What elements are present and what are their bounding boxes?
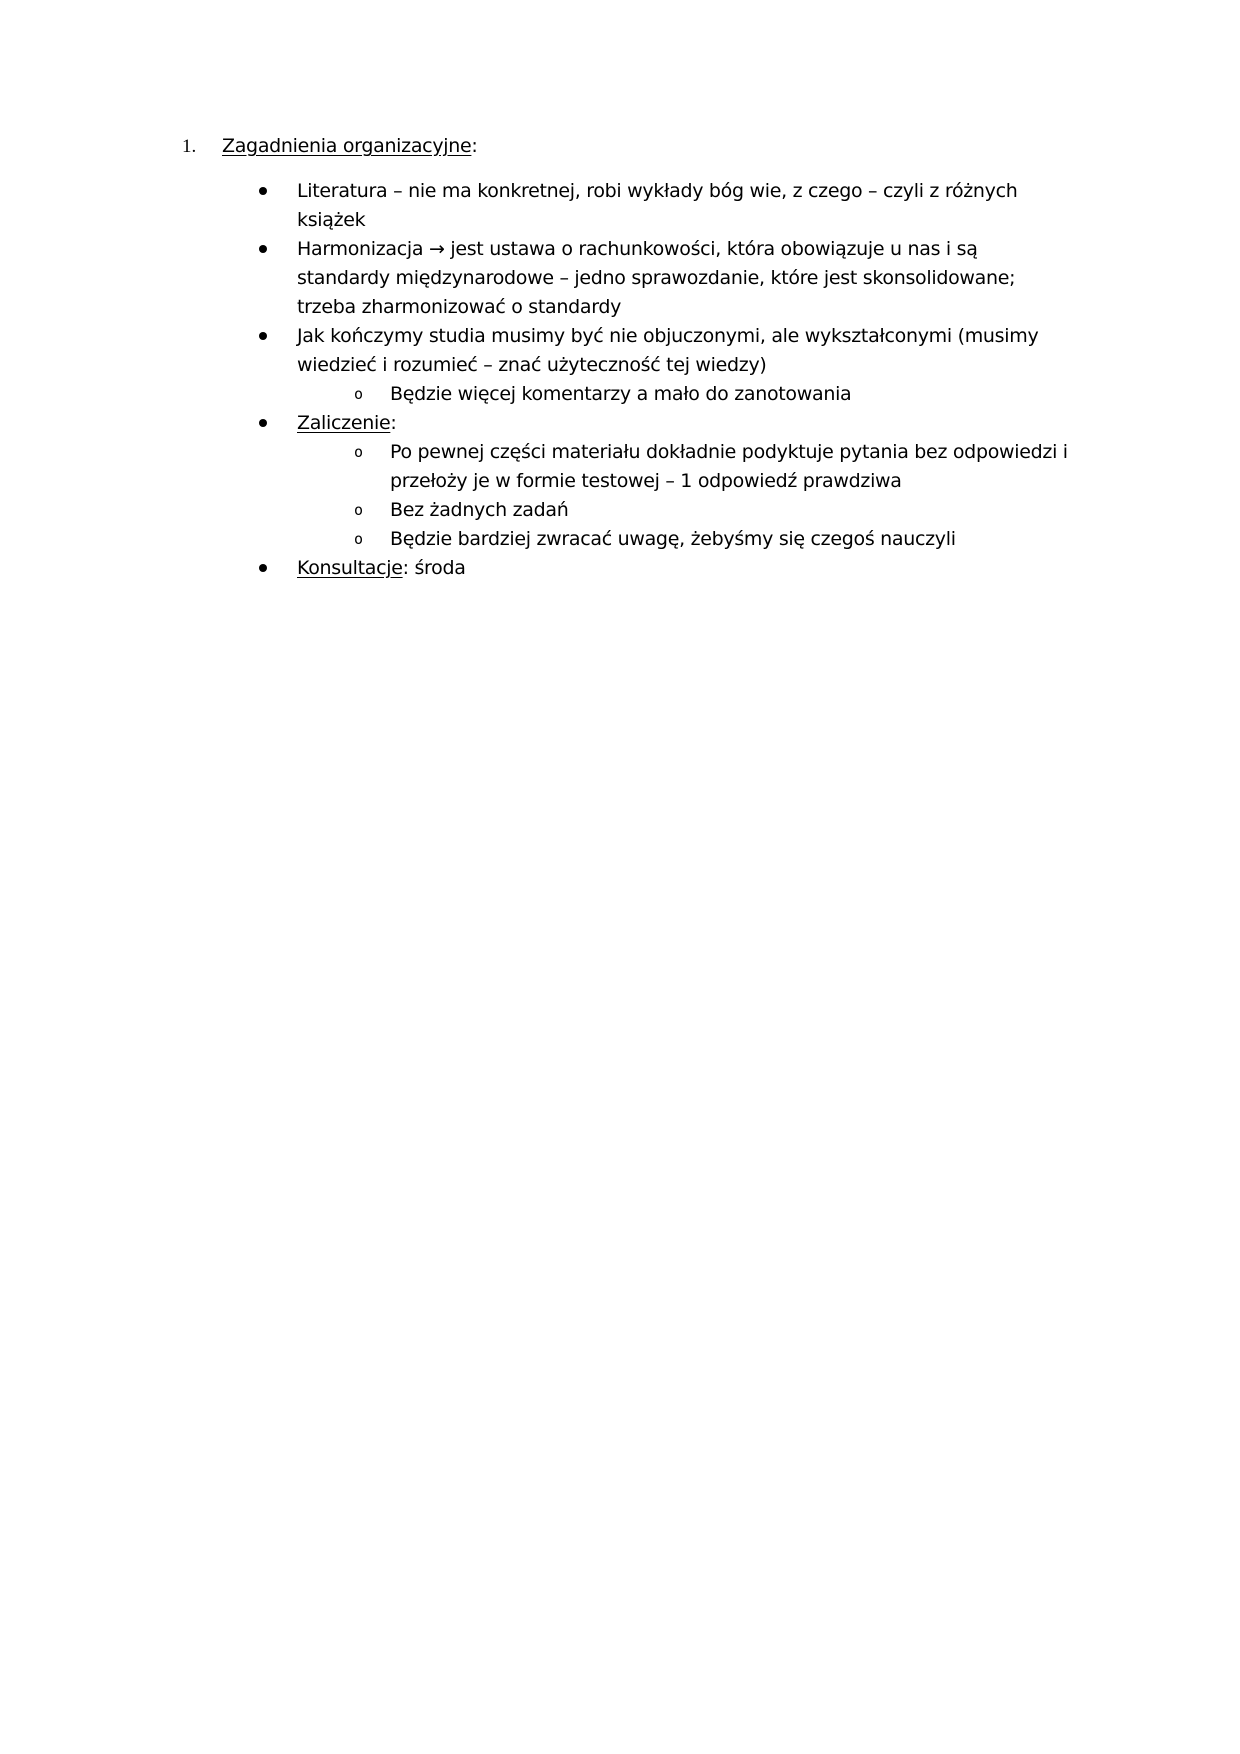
list-item-studia-line-1: Jak kończymy studia musimy być nie objuczonymi, ale wykształconymi (musimy <box>297 325 1039 347</box>
sub-bullet-icon: o <box>354 443 364 461</box>
section-heading-title: Zagadnienia organizacyjne <box>222 135 472 157</box>
list-item-konsultacje <box>297 554 466 583</box>
section-heading-colon: : <box>471 135 478 157</box>
list-item-literatura-line-2: książek <box>297 209 366 231</box>
bullet-icon <box>259 245 267 253</box>
konsultacje-label: Konsultacje <box>297 557 403 579</box>
list-item-harmonizacja-line-3: trzeba zharmonizować o standardy <box>297 296 622 318</box>
sub-item-pytania-line-1: Po pewnej części materiału dokładnie podyktuje pytania bez odpowiedzi i <box>390 441 1068 463</box>
list-number: 1. <box>182 136 197 157</box>
bullet-icon <box>259 564 267 572</box>
section-heading <box>222 132 478 161</box>
konsultacje-colon: : <box>402 557 409 579</box>
konsultacje-value: środa <box>408 557 466 579</box>
sub-bullet-icon: o <box>354 530 364 548</box>
zaliczenie-colon: : <box>390 412 397 434</box>
bullet-icon <box>259 419 267 427</box>
sub-item-pytania-line-2: przełoży je w formie testowej – 1 odpowiedź prawdziwa <box>390 470 902 492</box>
list-item-harmonizacja-line-2: standardy międzynarodowe – jedno sprawozdanie, które jest skonsolidowane; <box>297 267 1016 289</box>
list-item-literatura-line-1: Literatura – nie ma konkretnej, robi wykłady bóg wie, z czego – czyli z różnych <box>297 180 1018 202</box>
bullet-icon <box>259 187 267 195</box>
sub-item-zadania: Bez żadnych zadań <box>390 499 569 521</box>
sub-item-uwaga: Będzie bardziej zwracać uwagę, żebyśmy się czegoś nauczyli <box>390 528 956 550</box>
list-item-harmonizacja-line-1: Harmonizacja → jest ustawa o rachunkowości, która obowiązuje u nas i są <box>297 238 978 260</box>
sub-bullet-icon: o <box>354 501 364 519</box>
list-item-studia-line-2: wiedzieć i rozumieć – znać użyteczność tej wiedzy) <box>297 354 767 376</box>
sub-bullet-icon: o <box>354 385 364 403</box>
zaliczenie-label: Zaliczenie <box>297 412 391 434</box>
sub-item-komentarze: Będzie więcej komentarzy a mało do zanotowania <box>390 383 852 405</box>
bullet-icon <box>259 332 267 340</box>
list-item-zaliczenie <box>297 409 396 438</box>
